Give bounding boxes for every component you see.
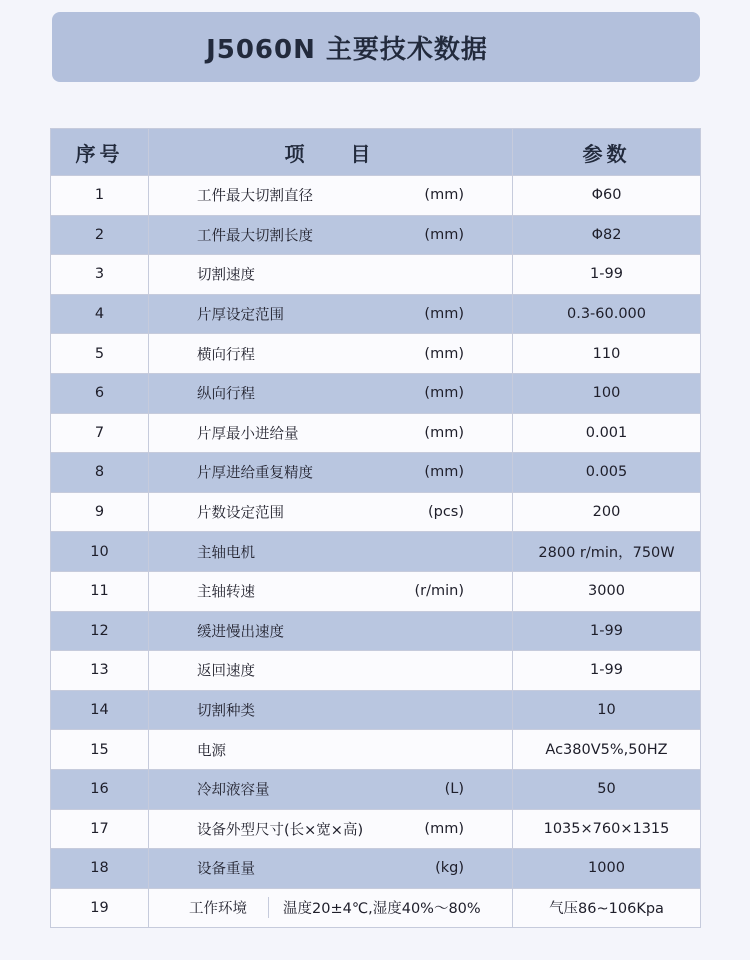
row-value: 1035×760×1315 — [513, 809, 701, 849]
row-item — [149, 532, 513, 572]
row-no: 12 — [51, 611, 149, 651]
table-row — [51, 294, 701, 334]
table-row — [51, 730, 701, 770]
header-item: 项目 — [149, 129, 513, 176]
row-no: 1 — [51, 176, 149, 216]
row-item-unit: (kg) — [435, 860, 464, 877]
row-item — [149, 334, 513, 374]
row-item-name: 片厚进给重复精度 — [197, 465, 313, 482]
row-item — [149, 888, 513, 928]
row-value: 200 — [513, 492, 701, 532]
row-value: 100 — [513, 373, 701, 413]
row-item-name: 电源 — [197, 743, 226, 760]
row-value: Φ60 — [513, 176, 701, 216]
row-value: 1-99 — [513, 255, 701, 295]
page-title: J5060N 主要技术数据 — [206, 34, 488, 65]
row-item-name: 设备重量 — [197, 861, 255, 878]
table-row — [51, 334, 701, 374]
row-item-unit: (mm) — [424, 820, 464, 837]
table-row — [51, 571, 701, 611]
table-row — [51, 255, 701, 295]
row-item — [149, 373, 513, 413]
table-row-environment — [51, 888, 701, 928]
row-no: 4 — [51, 294, 149, 334]
row-item-name: 设备外型尺寸(长×宽×高) — [197, 822, 364, 839]
row-value: 0.3-60.000 — [513, 294, 701, 334]
row-no: 10 — [51, 532, 149, 572]
row-item — [149, 809, 513, 849]
table-row — [51, 176, 701, 216]
row-item-unit: (pcs) — [427, 504, 464, 521]
row-item — [149, 651, 513, 691]
row-item-name: 横向行程 — [197, 347, 255, 364]
row-no: 5 — [51, 334, 149, 374]
row-item-unit: (mm) — [424, 345, 464, 362]
title-banner — [52, 12, 700, 82]
row-item-unit: (mm) — [424, 464, 464, 481]
row-no: 18 — [51, 849, 149, 889]
row-item-unit: (mm) — [424, 187, 464, 204]
row-item-unit: (mm) — [424, 226, 464, 243]
table-row — [51, 849, 701, 889]
row-no: 9 — [51, 492, 149, 532]
row-item-name: 片厚设定范围 — [197, 307, 284, 324]
row-item-unit: (mm) — [424, 424, 464, 441]
table-row — [51, 373, 701, 413]
row-value: 气压86~106Kpa — [513, 888, 701, 928]
row-item — [149, 492, 513, 532]
row-value: 10 — [513, 690, 701, 730]
row-value: 1-99 — [513, 651, 701, 691]
row-value: 110 — [513, 334, 701, 374]
table-row — [51, 651, 701, 691]
row-item — [149, 769, 513, 809]
row-item — [149, 453, 513, 493]
row-item-name: 片厚最小进给量 — [197, 426, 299, 443]
row-value: 2800 r/min，750W — [513, 532, 701, 572]
row-item-name: 缓进慢出速度 — [197, 624, 284, 641]
row-item-name: 切割种类 — [197, 703, 255, 720]
row-no: 16 — [51, 769, 149, 809]
row-item-name: 返回速度 — [197, 663, 255, 680]
row-item-name: 工件最大切割长度 — [197, 228, 313, 245]
row-item-unit: (L) — [444, 781, 464, 798]
row-no: 11 — [51, 571, 149, 611]
row-value: 50 — [513, 769, 701, 809]
row-value: Φ82 — [513, 215, 701, 255]
header-no: 序号 — [51, 129, 149, 176]
table-row — [51, 611, 701, 651]
row-item-name: 主轴转速 — [197, 584, 255, 601]
table-row — [51, 215, 701, 255]
row-item-name: 主轴电机 — [197, 545, 255, 562]
table-row — [51, 413, 701, 453]
header-param: 参数 — [513, 129, 701, 176]
row-item-name: 纵向行程 — [197, 386, 255, 403]
row-value: Ac380V5%,50HZ — [513, 730, 701, 770]
row-value: 1-99 — [513, 611, 701, 651]
row-item-detail: 温度20±4℃,湿度40%～80% — [283, 901, 481, 918]
row-item — [149, 294, 513, 334]
row-item — [149, 571, 513, 611]
row-item-name: 冷却液容量 — [197, 782, 270, 799]
row-item — [149, 730, 513, 770]
row-value: 0.001 — [513, 413, 701, 453]
row-item-unit: (mm) — [424, 306, 464, 323]
table-row — [51, 532, 701, 572]
row-item-unit: (r/min) — [414, 583, 464, 600]
row-item — [149, 413, 513, 453]
row-item-name: 切割速度 — [197, 267, 255, 284]
table-row — [51, 769, 701, 809]
row-item-name: 工件最大切割直径 — [197, 188, 313, 205]
row-item — [149, 690, 513, 730]
table-row — [51, 492, 701, 532]
table-row — [51, 809, 701, 849]
row-value: 1000 — [513, 849, 701, 889]
row-no: 15 — [51, 730, 149, 770]
row-no: 2 — [51, 215, 149, 255]
row-item-unit: (mm) — [424, 385, 464, 402]
row-no: 8 — [51, 453, 149, 493]
row-no: 6 — [51, 373, 149, 413]
table-header-row — [51, 129, 701, 176]
row-item — [149, 176, 513, 216]
row-value: 0.005 — [513, 453, 701, 493]
row-value: 3000 — [513, 571, 701, 611]
row-item — [149, 215, 513, 255]
row-no: 13 — [51, 651, 149, 691]
row-item — [149, 611, 513, 651]
table-row — [51, 690, 701, 730]
row-item-name: 工作环境 — [149, 897, 269, 918]
row-item — [149, 849, 513, 889]
row-no: 7 — [51, 413, 149, 453]
row-item — [149, 255, 513, 295]
row-no: 17 — [51, 809, 149, 849]
row-no: 19 — [51, 888, 149, 928]
spec-table — [50, 128, 701, 928]
row-no: 14 — [51, 690, 149, 730]
table-row — [51, 453, 701, 493]
row-item-name: 片数设定范围 — [197, 505, 284, 522]
row-no: 3 — [51, 255, 149, 295]
